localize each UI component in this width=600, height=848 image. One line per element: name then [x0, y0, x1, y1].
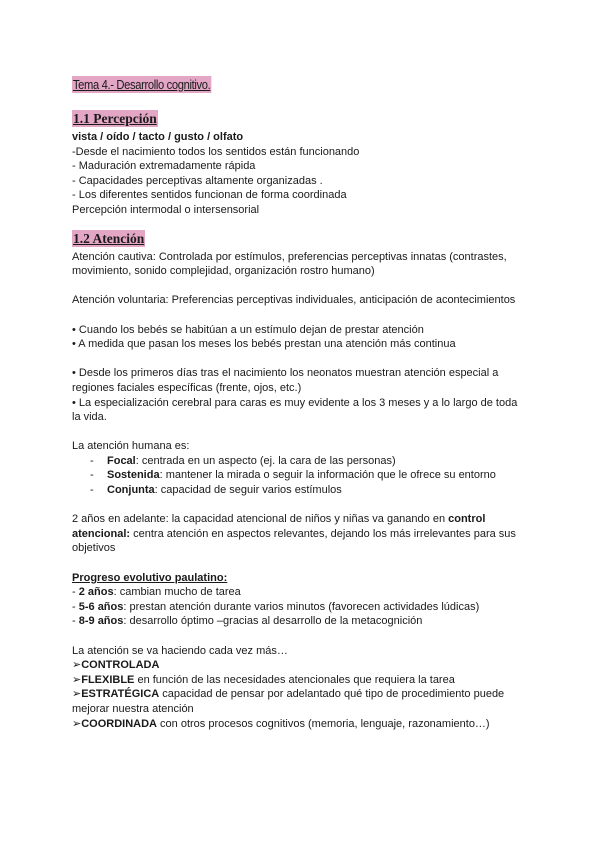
- cautiva-line: Atención cautiva: Controlada por estímulos, preferencias perceptivas innatas (contrastes,: [72, 250, 507, 263]
- percepcion-line: - Maduración extremadamente rápida: [72, 160, 256, 173]
- arrow-icon: ➢: [72, 673, 82, 686]
- dos-anos-paragraph: 2 años en adelante: la capacidad atencional de niños y niñas va ganando en control atencional: centra atención en aspectos relevantes, dejando los más irrelevantes para sus objetivos: [72, 513, 516, 555]
- bullet-line: • Cuando los bebés se habitúan a un estímulo dejan de prestar atención: [72, 323, 424, 336]
- arrow-icon: ➢: [72, 659, 82, 672]
- arrow-icon: ➢: [72, 717, 82, 730]
- list-item: - Focal: centrada en un aspecto (ej. la cara de las personas): [90, 454, 542, 469]
- humana-intro: La atención humana es:: [72, 440, 190, 453]
- arrow-icon: ➢: [72, 688, 82, 701]
- section-heading-percepcion: 1.1 Percepción: [73, 111, 157, 126]
- arrow-item: ➢FLEXIBLE en función de las necesidades atencionales que requiera la tarea: [72, 673, 455, 686]
- bullet-line: • A medida que pasan los meses los bebés prestan una atención más continua: [72, 338, 456, 351]
- arrow-item: ➢ESTRATÉGICA capacidad de pensar por adelantado qué tipo de procedimiento puede mejorar nuestra atención: [72, 688, 505, 715]
- arrow-item: ➢CONTROLADA: [72, 659, 160, 672]
- section-heading-atencion: 1.2 Atención: [73, 230, 145, 246]
- bullet-line: • La especialización cerebral para caras es muy evidente a los 3 meses y a lo largo de toda: [72, 396, 518, 409]
- senses-line: vista / oído / tacto / gusto / olfato: [72, 131, 244, 143]
- document-title: Tema 4.- Desarrollo cognitivo.: [72, 77, 211, 92]
- document-page: [72, 76, 542, 731]
- percepcion-line: Percepción intermodal o intersensorial: [72, 203, 260, 216]
- arrow-item: ➢COORDINADA con otros procesos cognitivos (memoria, lenguaje, razonamiento…): [72, 717, 490, 730]
- progreso-item: - 2 años: cambian mucho de tarea: [72, 586, 241, 599]
- progreso-heading: Progreso evolutivo paulatino:: [72, 571, 228, 584]
- list-item: - Sostenida: mantener la mirada o seguir la información que le ofrece su entorno: [90, 468, 542, 483]
- percepcion-line: -Desde el nacimiento todos los sentidos están funcionando: [72, 145, 360, 158]
- progreso-item: - 5-6 años: prestan atención durante varios minutos (favorecen actividades lúdicas): [72, 600, 480, 613]
- bullet-line: • Desde los primeros días tras el nacimiento los neonatos muestran atención especial a: [72, 367, 499, 380]
- bullet-line: la vida.: [72, 411, 107, 424]
- voluntaria-line: Atención voluntaria: Preferencias perceptivas individuales, anticipación de acontecimientos: [72, 294, 516, 307]
- percepcion-line: - Capacidades perceptivas altamente organizadas .: [72, 174, 323, 187]
- list-item: - Conjunta: capacidad de seguir varios estímulos: [90, 483, 542, 498]
- percepcion-line: - Los diferentes sentidos funcionan de forma coordinada: [72, 189, 347, 202]
- bullet-line: regiones faciales específicas (frente, ojos, etc.): [72, 381, 302, 394]
- humana-list: [72, 454, 542, 498]
- se-va-line: La atención se va haciendo cada vez más…: [72, 644, 288, 657]
- cautiva-line: movimiento, sonido complejidad, organización rostro humano): [72, 265, 375, 278]
- progreso-item: - 8-9 años: desarrollo óptimo –gracias al desarrollo de la metacognición: [72, 615, 423, 628]
